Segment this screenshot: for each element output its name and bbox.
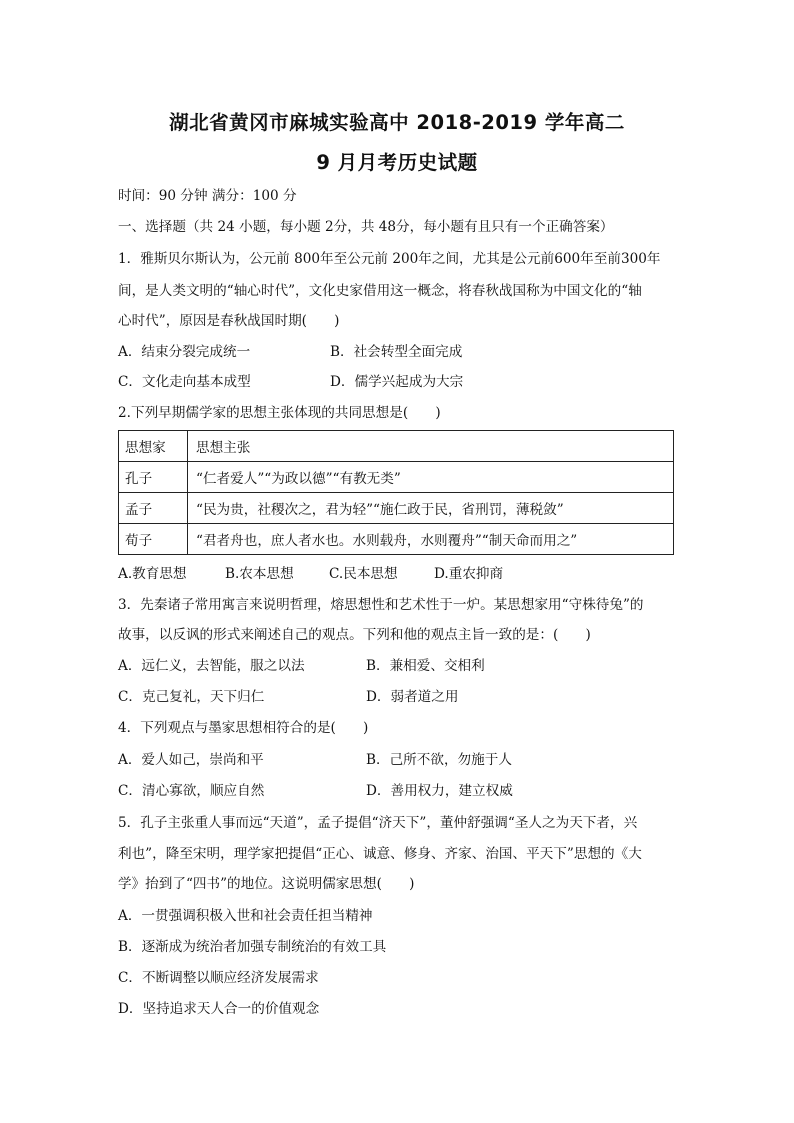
q2-option-d[interactable]: D.重农抑商: [434, 566, 504, 582]
q3-option-c[interactable]: C．克己复礼，天下归仁: [118, 689, 265, 705]
table-header-idea: 思想主张: [188, 431, 674, 462]
q1-stem-line3: 心时代”，原因是春秋战国时期( ): [118, 313, 340, 329]
q2-option-b[interactable]: B.农本思想: [225, 566, 294, 582]
q2-stem: 2.下列早期儒学家的思想主张体现的共同思想是( ): [118, 405, 441, 421]
q4-option-c[interactable]: C．清心寡欲，顺应自然: [118, 783, 265, 799]
q4-option-b[interactable]: B．己所不欲，勿施于人: [366, 752, 512, 768]
exam-title-line2: 9 月月考历史试题: [316, 151, 478, 174]
exam-info: 时间：90 分钟 满分：100 分: [118, 188, 297, 204]
q3-stem-line2: 故事，以反讽的形式来阐述自己的观点。下列和他的观点主旨一致的是：( ): [118, 627, 591, 643]
q3-option-a[interactable]: A．远仁义，去智能，服之以法: [118, 658, 305, 674]
q1-option-a[interactable]: A．结束分裂完成统一: [118, 344, 251, 360]
q3-option-b[interactable]: B．兼相爱、交相利: [366, 658, 485, 674]
table-row: [119, 493, 674, 524]
table-header-thinker: 思想家: [119, 431, 188, 462]
table-cell-thinker: 孟子: [119, 493, 188, 524]
table-cell-idea: “民为贵，社稷次之，君为轻”“施仁政于民，省刑罚，薄税敛”: [188, 493, 674, 524]
table-row: [119, 462, 674, 493]
table-header-row: [119, 431, 674, 462]
thinkers-table: [118, 430, 674, 555]
q4-stem: 4．下列观点与墨家思想相符合的是( ): [118, 720, 369, 736]
q5-stem-line2: 利也”，降至宋明，理学家把提倡“正心、诚意、修身、齐家、治国、平天下”思想的《大: [118, 846, 642, 862]
q5-option-c[interactable]: C．不断调整以顺应经济发展需求: [118, 970, 319, 986]
table-cell-idea: “仁者爱人”“为政以德”“有教无类”: [188, 462, 674, 493]
q1-option-d[interactable]: D．儒学兴起成为大宗: [330, 374, 464, 390]
q1-stem-line1: 1．雅斯贝尔斯认为，公元前 800年至公元前 200年之间，尤其是公元前600年至前300年: [118, 251, 661, 267]
q4-option-a[interactable]: A．爱人如己，崇尚和平: [118, 752, 264, 768]
q1-option-b[interactable]: B．社会转型全面完成: [330, 344, 463, 360]
q3-stem-line1: 3．先秦诸子常用寓言来说明哲理，熔思想性和艺术性于一炉。某思想家用“守株待兔”的: [118, 597, 644, 613]
q5-stem-line1: 5．孔子主张重人事而远“天道”，孟子提倡“济天下”，董仲舒强调“圣人之为天下者，兴: [118, 815, 638, 831]
q1-option-c[interactable]: C．文化走向基本成型: [118, 374, 251, 390]
exam-title-line1: 湖北省黄冈市麻城实验高中 2018-2019 学年高二: [169, 111, 625, 134]
q4-option-d[interactable]: D．善用权力，建立权威: [366, 783, 513, 799]
q2-option-c[interactable]: C.民本思想: [329, 566, 398, 582]
table-cell-thinker: 荀子: [119, 524, 188, 555]
table-cell-thinker: 孔子: [119, 462, 188, 493]
q5-stem-line3: 学》抬到了“四书”的地位。这说明儒家思想( ): [118, 876, 415, 892]
q5-option-b[interactable]: B．逐渐成为统治者加强专制统治的有效工具: [118, 939, 387, 955]
q5-option-d[interactable]: D．坚持追求天人合一的价值观念: [118, 1001, 320, 1017]
table-row: [119, 524, 674, 555]
q3-option-d[interactable]: D．弱者道之用: [366, 689, 459, 705]
table-cell-idea: “君者舟也，庶人者水也。水则载舟，水则覆舟”“制天命而用之”: [188, 524, 674, 555]
q1-stem-line2: 间，是人类文明的“轴心时代”，文化史家借用这一概念，将春秋战国称为中国文化的“轴: [118, 283, 642, 299]
q2-option-a[interactable]: A.教育思想: [118, 566, 187, 582]
section-heading: 一、选择题（共 24 小题，每小题 2分，共 48分，每小题有且只有一个正确答案）: [118, 219, 614, 235]
q5-option-a[interactable]: A．一贯强调积极入世和社会责任担当精神: [118, 908, 373, 924]
